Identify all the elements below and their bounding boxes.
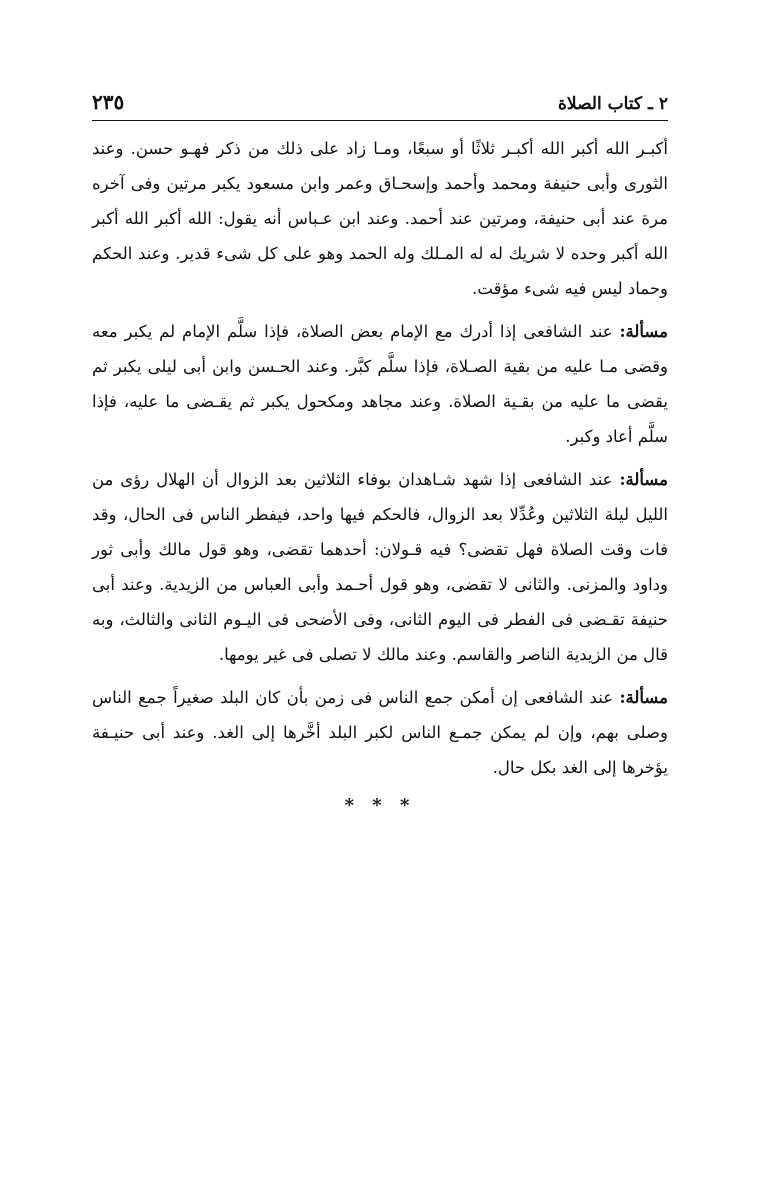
- paragraph-1: [92, 131, 668, 306]
- masala-term: مسألة:: [619, 470, 668, 489]
- page: [92, 78, 668, 816]
- running-header: [92, 78, 668, 121]
- paragraph-3: [92, 462, 668, 672]
- page-number: ٢٣٥: [92, 90, 125, 114]
- paragraph-text: عند الشافعى إذا شهد شـاهدان بوفاء الثلاثين بعد الزوال أن الهلال رؤى من الليل ليلة الثلاثين وعُدِّلا بعد الزوال، فالحكم فيها واحد، فيفطر الناس فى الحال، وقد فات وقت الصلاة فهل تقضى؟ فيه قـولان: أحدهما تقضى، وهو قول مالك وأبى ثور وداود والمزنى. والثانى لا تقضى، وهو قول أحـمد وأبى العباس من الزيدية. وعند أبى حنيفة تقـضى فى الفطر فى اليوم الثانى، وفى الأضحى فى اليـوم الثانى والثالث، وبه قال من الزيدية الناصر والقاسم. وعند مالك لا تصلى فى غير يومها.: [92, 470, 668, 664]
- section-separator: * * *: [344, 795, 416, 816]
- paragraph-2: [92, 314, 668, 454]
- masala-term: مسألة:: [619, 322, 668, 341]
- chapter-title: ٢ ـ كتاب الصلاة: [558, 94, 668, 114]
- masala-term: مسألة:: [619, 688, 668, 707]
- paragraph-4: [92, 680, 668, 785]
- paragraph-text: عند الشافعى إذا أدرك مع الإمام بعض الصلاة، فإذا سلَّم الإمام لم يكبر معه وقضى مـا عليه من بقية الصـلاة، فإذا سلَّم كبَّر. وعند الحـسن وابن أبى ليلى يكبر ثم يقضى ما عليه من بقـية الصلاة. وعند مجاهد ومكحول يكبر ثم يقـضى ما عليه، فإذا سلَّم أعاد وكبر.: [92, 322, 668, 446]
- paragraph-text: أكبـر الله أكبر الله أكبـر ثلاثًا أو سبعًا، ومـا زاد على ذلك من ذكر فهـو حسن. وعند الثورى وأبى حنيفة ومحمد وأحمد وإسحـاق وعمر وابن مسعود يكبر مرتين وفى آخره مرة عند أبى حنيفة، ومرتين عند أحمد. وعند ابن عـباس أنه يقول: الله أكبر الله أكبر الله أكبر وحده لا شريك له له المـلك وله الحمد وهو على كل شىء قدير. وعند الحكم وحماد ليس فيه شىء مؤقت.: [92, 139, 668, 298]
- body-text: [92, 131, 668, 785]
- paragraph-text: عند الشافعى إن أمكن جمع الناس فى زمن بأن كان البلد صغيراً جمع الناس وصلى بهم، وإن لم يمكن جمـع الناس لكبر البلد أخَّرها إلى الغد. وعند أبى حنيـفة يؤخرها إلى الغد بكل حال.: [92, 688, 668, 777]
